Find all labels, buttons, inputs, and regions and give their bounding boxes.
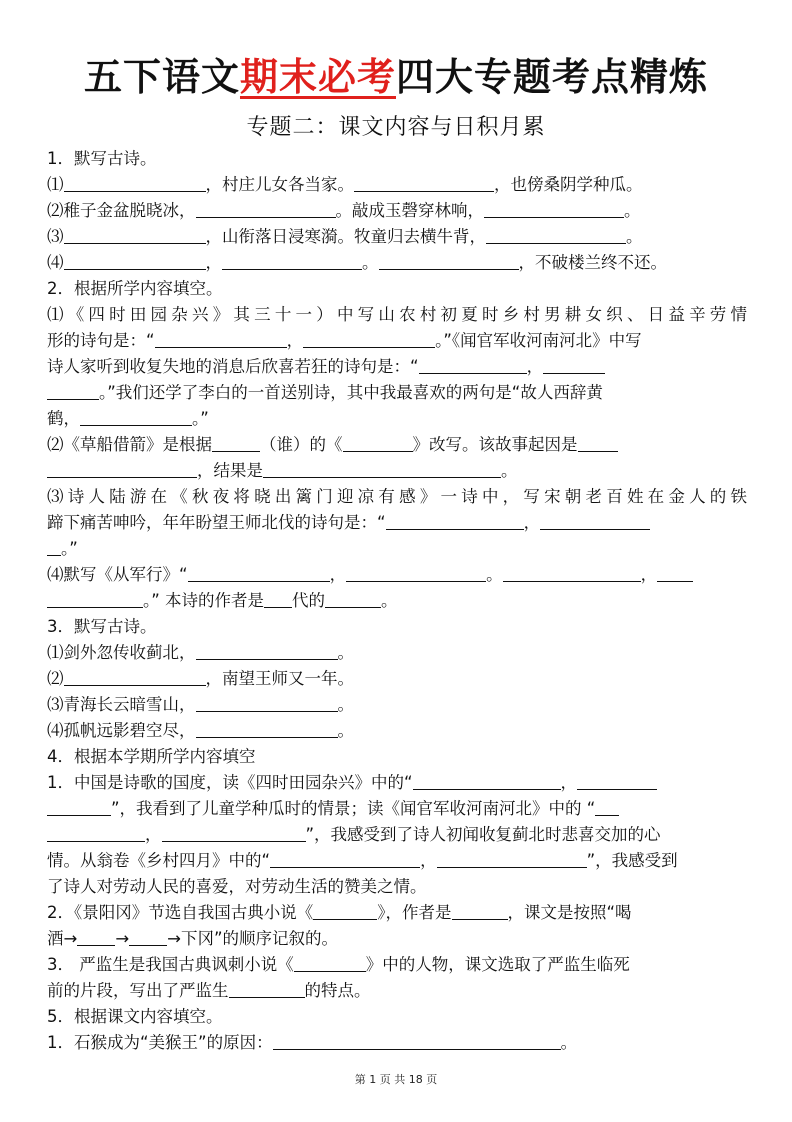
answer-blank[interactable] [129, 927, 167, 946]
section4-p1-line: 了诗人对劳动人民的喜爱，对劳动生活的赞美之情。 [47, 877, 427, 896]
answer-blank[interactable] [264, 589, 292, 608]
answer-blank[interactable] [303, 329, 435, 348]
answer-blank[interactable] [413, 771, 561, 790]
answer-blank[interactable] [325, 589, 381, 608]
answer-blank[interactable] [263, 459, 501, 478]
section2-q3-line [47, 536, 747, 562]
section2-q1-line [47, 380, 747, 406]
question-text: ， [329, 565, 347, 584]
section5-question-1 [47, 1030, 747, 1056]
question-number: ⑷ [47, 253, 64, 272]
question-text: 。” 本诗的作者是 [143, 591, 265, 610]
section2-q2-line [47, 432, 747, 458]
answer-blank[interactable] [155, 329, 287, 348]
question-text: 。 [626, 227, 643, 246]
answer-blank[interactable] [595, 797, 619, 816]
question-text: 》，作者是 [377, 903, 452, 922]
question-text: ，不破楼兰终不还。 [518, 253, 667, 272]
question-text: ， [523, 513, 541, 532]
question-text: ， [286, 331, 304, 350]
question-text: ，课文是按照“喝 [507, 903, 632, 922]
question-text: 蹄下痛苦呻吟，年年盼望王师北伐的诗句是：“ [47, 513, 386, 532]
section1-question-2 [47, 198, 747, 224]
answer-blank[interactable] [47, 589, 143, 608]
question-text: ， [526, 357, 544, 376]
question-text: 。 [337, 695, 354, 714]
answer-blank[interactable] [77, 927, 115, 946]
question-text: 。 [624, 201, 641, 220]
question-text: ”，我看到了儿童学种瓜时的情景；读《闻官军收河南河北》中的 “ [111, 799, 596, 818]
question-text: 》改写。该故事起因是 [412, 435, 578, 454]
section1-question-1 [47, 172, 747, 198]
section4-p2-line [47, 900, 747, 926]
answer-blank[interactable] [294, 953, 366, 972]
section4-p3-line [47, 952, 747, 978]
section5-heading: 5．根据课文内容填空。 [47, 1007, 223, 1026]
section4-p3-line [47, 978, 747, 1004]
question-text: 3． 严监生是我国古典讽刺小说《 [47, 955, 294, 974]
question-text: 。” [61, 539, 78, 558]
section2-q1-line [47, 354, 747, 380]
question-text: 情。从翁卷《乡村四月》中的“ [47, 851, 271, 870]
section4-p2-line [47, 926, 747, 952]
question-text: ⑷默写《从军行》“ [47, 565, 188, 584]
question-text: 。”我们还学了李白的一首送别诗，其中我最喜欢的两句是“故人西辞黄 [99, 383, 603, 402]
answer-blank[interactable] [229, 979, 305, 998]
answer-blank[interactable] [222, 251, 362, 270]
question-text: ， [420, 851, 437, 870]
worksheet-content [47, 146, 747, 1056]
question-text: ⑶青海长云暗雪山， [47, 695, 196, 714]
answer-blank[interactable] [657, 563, 693, 582]
question-text: 。”《闻官军收河南河北》中写 [435, 331, 642, 350]
question-text: ，南望王师又一年。 [205, 669, 354, 688]
answer-blank[interactable] [343, 433, 413, 452]
answer-blank[interactable] [543, 355, 605, 374]
question-text: ， [145, 825, 162, 844]
question-text: 。 [501, 461, 518, 480]
section2-q3-line [47, 510, 747, 536]
answer-blank[interactable] [188, 563, 330, 582]
question-text: 代的 [292, 591, 326, 610]
answer-blank[interactable] [64, 667, 206, 686]
answer-blank[interactable] [162, 823, 306, 842]
question-text: 。 [381, 591, 398, 610]
section3-question-3 [47, 692, 747, 718]
question-text: 。 [337, 643, 354, 662]
answer-blank[interactable] [47, 459, 197, 478]
answer-blank[interactable] [540, 511, 650, 530]
question-text: ， [560, 773, 578, 792]
section2-q1-line: ⑴《四时田园杂兴》其三十一）中写山农村初夏时乡村男耕女织、日益辛劳情 [47, 305, 747, 324]
question-text: → [115, 929, 130, 948]
title-suffix: 四大专题考点精炼 [396, 55, 709, 99]
question-text: 稚子金盆脱晓冰， [63, 201, 196, 220]
question-text: 。 [362, 253, 379, 272]
question-number: ⑶ [47, 227, 64, 246]
question-text: ⑵ [47, 669, 64, 688]
question-text: 酒→ [47, 929, 78, 948]
answer-blank[interactable] [484, 199, 624, 218]
answer-blank[interactable] [503, 563, 641, 582]
question-text: 1．中国是诗歌的国度，读《四时田园杂兴》中的“ [47, 773, 413, 792]
section3-heading: 3．默写古诗。 [47, 617, 157, 636]
section4-p1-line [47, 822, 747, 848]
question-text: 形的诗句是：“ [47, 331, 155, 350]
answer-blank[interactable] [196, 693, 338, 712]
question-text: 。 [486, 565, 503, 584]
answer-blank[interactable] [354, 173, 494, 192]
title-highlight: 期末必考 [239, 55, 396, 99]
question-text: ”，我感受到了诗人初闻收复蓟北时悲喜交加的心 [305, 825, 661, 844]
section3-question-2 [47, 666, 747, 692]
question-text: ⑷孤帆远影碧空尽， [47, 721, 196, 740]
section2-q4-line [47, 562, 747, 588]
question-text: ⑴剑外忽传收蓟北， [47, 643, 196, 662]
answer-blank[interactable] [452, 901, 508, 920]
question-text: →下冈”的顺序记叙的。 [167, 929, 339, 948]
section1-heading: 1．默写古诗。 [47, 149, 157, 168]
page-subtitle: 专题二：课文内容与日积月累 [246, 115, 546, 140]
answer-blank[interactable] [313, 901, 377, 920]
question-text: ”，我感受到 [586, 851, 678, 870]
answer-blank[interactable] [578, 433, 618, 452]
title-prefix: 五下语文 [83, 55, 240, 99]
question-text: 诗人家听到收复失地的消息后欣喜若狂的诗句是：“ [47, 357, 419, 376]
question-text: 。 [560, 1033, 578, 1052]
answer-blank[interactable] [273, 1031, 561, 1050]
page-number: 第 1 页 共 18 页 [354, 1073, 438, 1086]
page-title [0, 52, 792, 102]
section4-p1-line [47, 770, 747, 796]
answer-blank[interactable] [64, 251, 206, 270]
section4-p1-line [47, 848, 747, 874]
question-text: 。 [337, 721, 354, 740]
answer-blank[interactable] [47, 381, 99, 400]
question-text: 2．《景阳冈》节选自我国古典小说《 [47, 903, 314, 922]
section4-p1-line [47, 796, 747, 822]
answer-blank[interactable] [270, 849, 420, 868]
section2-heading: 2．根据所学内容填空。 [47, 279, 223, 298]
question-number: ⑵ [47, 201, 64, 220]
section2-q4-line [47, 588, 747, 614]
answer-blank[interactable] [577, 771, 657, 790]
section2-q3-line: ⑶诗人陆游在《秋夜将晓出篱门迎凉有感》一诗中，写宋朝老百姓在金人的铁 [47, 487, 747, 506]
question-text: ，山衔落日浸寒漪。牧童归去横牛背， [205, 227, 486, 246]
question-text: ， [205, 253, 222, 272]
question-number: ⑴ [47, 175, 64, 194]
section1-question-3 [47, 224, 747, 250]
question-text: 的特点。 [304, 981, 371, 1000]
answer-blank[interactable] [346, 563, 486, 582]
question-text: ，结果是 [197, 461, 263, 480]
question-text: ，村庄儿女各当家。 [205, 175, 354, 194]
question-text: ， [640, 565, 658, 584]
section3-question-1 [47, 640, 747, 666]
question-text: 鹤， [47, 409, 80, 428]
section2-q1-line [47, 406, 747, 432]
answer-blank[interactable] [212, 433, 260, 452]
answer-blank[interactable] [64, 173, 206, 192]
section2-q1-line [47, 328, 747, 354]
question-text: ，也傍桑阴学种瓜。 [494, 175, 643, 194]
question-text: 》中的人物，课文选取了严监生临死 [365, 955, 630, 974]
answer-blank[interactable] [80, 407, 192, 426]
question-text: （谁）的《 [260, 435, 343, 454]
section1-question-4 [47, 250, 747, 276]
answer-blank[interactable] [196, 199, 336, 218]
answer-blank[interactable] [386, 511, 524, 530]
question-text: 。” [192, 409, 209, 428]
answer-blank[interactable] [437, 849, 587, 868]
answer-blank[interactable] [47, 537, 61, 556]
answer-blank[interactable] [47, 823, 145, 842]
section4-heading: 4．根据本学期所学内容填空 [47, 747, 256, 766]
question-text: ⑵《草船借箭》是根据 [47, 435, 212, 454]
answer-blank[interactable] [47, 797, 111, 816]
answer-blank[interactable] [486, 225, 626, 244]
section3-question-4 [47, 718, 747, 744]
answer-blank[interactable] [419, 355, 527, 374]
question-text: 1．石猴成为“美猴王”的原因： [47, 1033, 273, 1052]
section2-q2-line [47, 458, 747, 484]
answer-blank[interactable] [379, 251, 519, 270]
answer-blank[interactable] [196, 719, 338, 738]
answer-blank[interactable] [196, 641, 338, 660]
answer-blank[interactable] [64, 225, 206, 244]
question-text: 。敲成玉磬穿林响， [335, 201, 484, 220]
question-text: 前的片段，写出了严监生 [47, 981, 229, 1000]
